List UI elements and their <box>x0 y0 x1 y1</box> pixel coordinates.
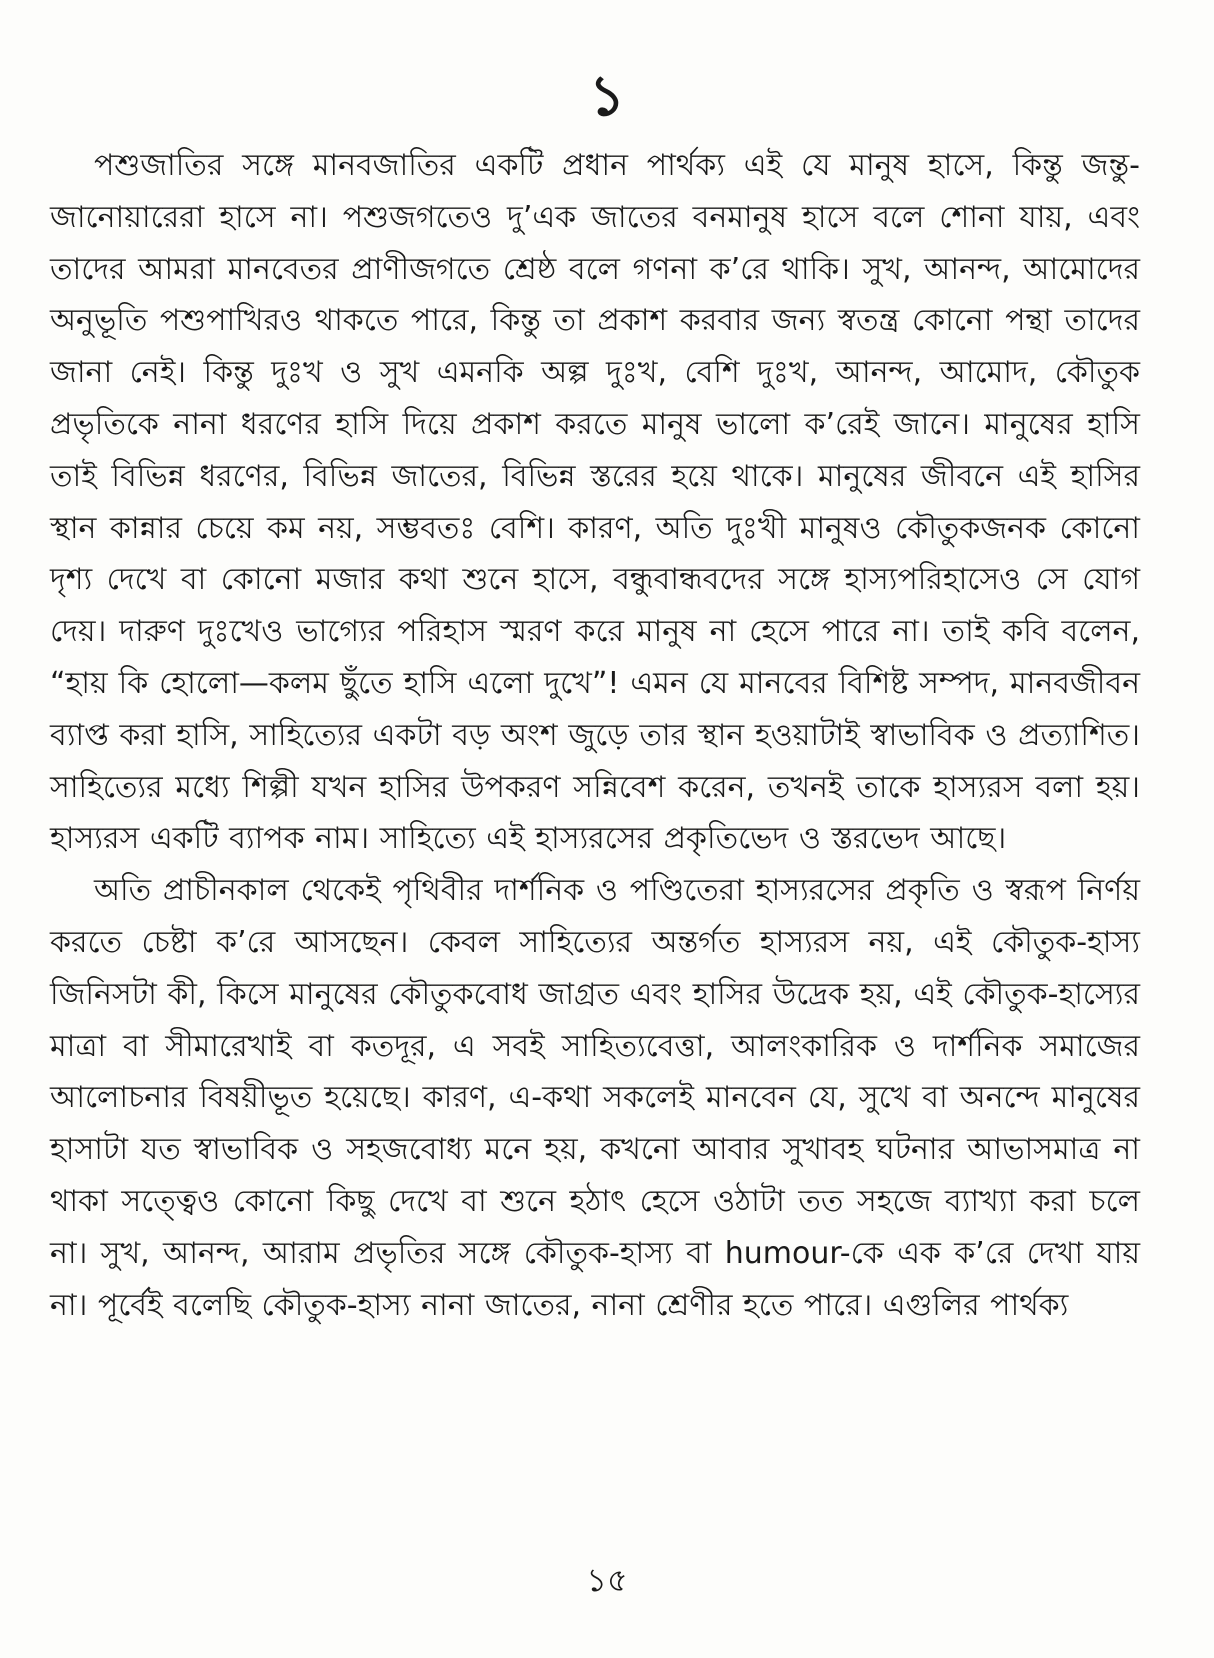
chapter-number: ১ <box>588 64 626 129</box>
paragraph-2: অতি প্রাচীনকাল থেকেই পৃথিবীর দার্শনিক ও পণ্ডিতেরা হাস্যরসের প্রকৃতি ও স্বরূপ নির্ণয় করতে চেষ্টা ক’রে আসছেন। কেবল সাহিত্যের অন্তর্গত হাস্যরস নয়, এই কৌতুক-হাস্য জিনিসটা কী, কিসে মানুষের কৌতুকবোধ জাগ্রত এবং হাসির উদ্রেক হয়, এই কৌতুক-হাস্যের মাত্রা বা সীমারেখাই বা কতদূর, এ সবই সাহিত্যবেত্তা, আলংকারিক ও দার্শনিক সমাজের আলোচনার বিষয়ীভূত হয়েছে। কারণ, এ-কথা সকলেই মানবেন যে, সুখে বা অনন্দে মানুষের হাসাটা যত স্বাভাবিক ও সহজবোধ্য মনে হয়, কখনো আবার সুখাবহ ঘটনার আভাসমাত্র না থাকা সত্ত্বেও কোনো কিছু দেখে বা শুনে হঠাৎ হেসে ওঠাটা তত সহজে ব্যাখ্যা করা চলে না। সুখ, আনন্দ, আরাম প্রভৃতির সঙ্গে কৌতুক-হাস্য বা humour-কে এক ক’রে দেখা যায় না। পূর্বেই বলেছি কৌতুক-হাস্য নানা জাতের, নানা শ্রেণীর হতে পারে। এগুলির পার্থক্য <box>50 873 1140 1323</box>
page-number: ১৫ <box>586 1561 628 1599</box>
body-text <box>50 140 1140 1331</box>
paragraph-1: পশুজাতির সঙ্গে মানবজাতির একটি প্রধান পার্থক্য এই যে মানুষ হাসে, কিন্তু জন্তু-জানোয়ারেরা হাসে না। পশুজগতেও দু’এক জাতের বনমানুষ হাসে বলে শোনা যায়, এবং তাদের আমরা মানবেতর প্রাণীজগতে শ্রেষ্ঠ বলে গণনা ক’রে থাকি। সুখ, আনন্দ, আমোদের অনুভূতি পশুপাখিরও থাকতে পারে, কিন্তু তা প্রকাশ করবার জন্য স্বতন্ত্র কোনো পন্থা তাদের জানা নেই। কিন্তু দুঃখ ও সুখ এমনকি অল্প দুঃখ, বেশি দুঃখ, আনন্দ, আমোদ, কৌতুক প্রভৃতিকে নানা ধরণের হাসি দিয়ে প্রকাশ করতে মানুষ ভালো ক’রেই জানে। মানুষের হাসি তাই বিভিন্ন ধরণের, বিভিন্ন জাতের, বিভিন্ন স্তরের হয়ে থাকে। মানুষের জীবনে এই হাসির স্থান কান্নার চেয়ে কম নয়, সম্ভবতঃ বেশি। কারণ, অতি দুঃখী মানুষও কৌতুকজনক কোনো দৃশ্য দেখে বা কোনো মজার কথা শুনে হাসে, বন্ধুবান্ধবদের সঙ্গে হাস্যপরিহাসেও সে যোগ দেয়। দারুণ দুঃখেও ভাগ্যের পরিহাস স্মরণ করে মানুষ না হেসে পারে না। তাই কবি বলেন, “হায় কি হোলো—কলম ছুঁতে হাসি এলো দুখে”! এমন যে মানবের বিশিষ্ট সম্পদ, মানবজীবন ব্যাপ্ত করা হাসি, সাহিত্যের একটা বড় অংশ জুড়ে তার স্থান হওয়াটাই স্বাভাবিক ও প্রত্যাশিত। সাহিত্যের মধ্যে শিল্পী যখন হাসির উপকরণ সন্নিবেশ করেন, তখনই তাকে হাস্যরস বলা হয়। হাস্যরস একটি ব্যাপক নাম। সাহিত্যে এই হাস্যরসের প্রকৃতিভেদ ও স্তরভেদ আছে। <box>50 148 1140 857</box>
